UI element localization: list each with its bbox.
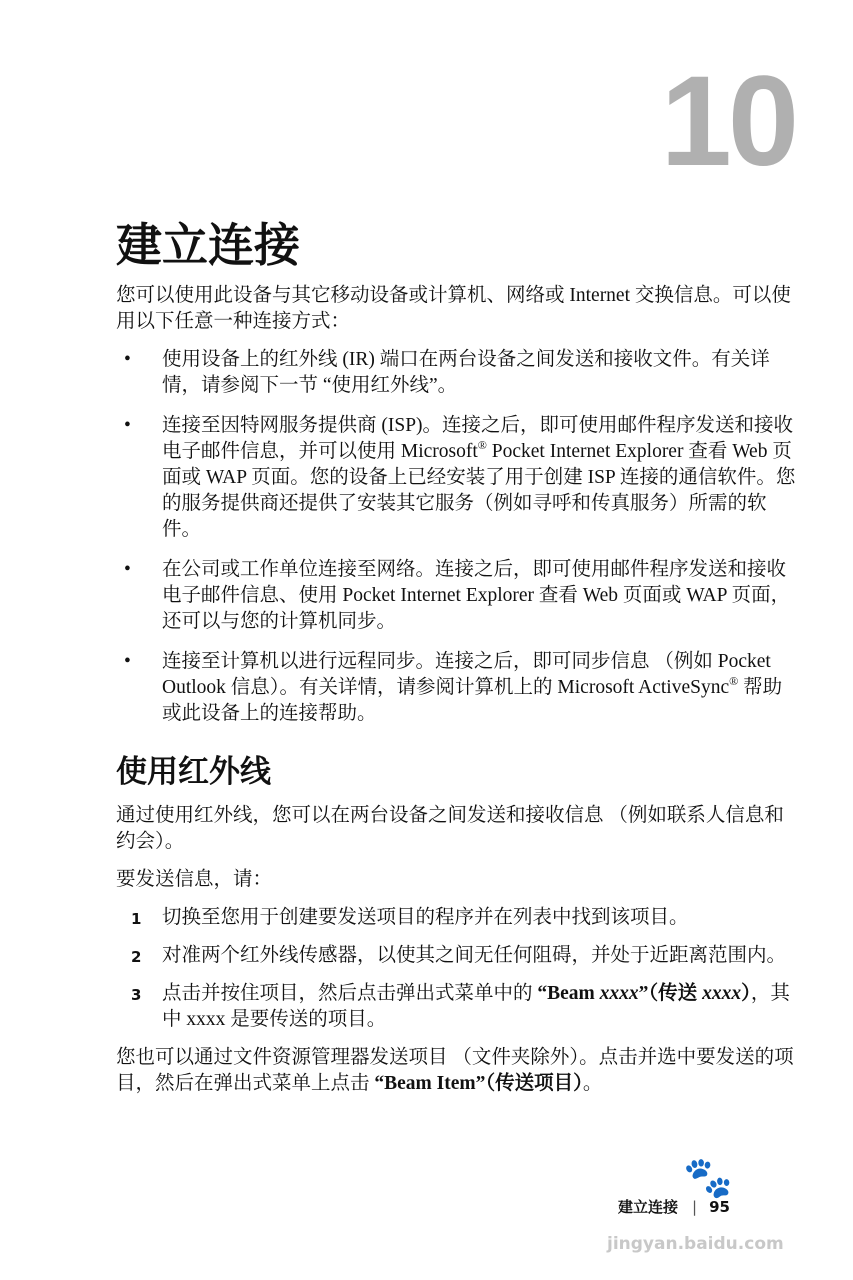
connection-methods-list: [116, 347, 796, 727]
step-text: 点击并按住项目，然后点击弹出式菜单中的: [162, 983, 538, 1004]
registered-mark: ®: [477, 438, 487, 452]
chapter-title: 建立连接: [116, 218, 300, 272]
list-item: [116, 413, 796, 543]
step-item: [116, 905, 796, 931]
paw-icon: 🐾: [683, 1155, 733, 1201]
intro-paragraph: 您可以使用此设备与其它移动设备或计算机、网络或 Internet 交换信息。可以使用以下任意一种连接方式：: [116, 285, 791, 332]
bullet-icon: •: [124, 559, 131, 580]
list-item-text: 使用设备上的红外线 (IR) 端口在两台设备之间发送和接收文件。有关详情，请参阅下一节 “使用红外线”。: [162, 349, 770, 396]
registered-mark: ®: [729, 674, 739, 688]
section-paragraph: [116, 1045, 796, 1097]
menu-command: “Beam: [537, 983, 600, 1004]
menu-command: ）: [741, 983, 751, 1004]
list-item: [116, 347, 796, 399]
section-heading: 使用红外线: [116, 754, 271, 790]
list-item-text-end: Pocket Internet Explorer 查看 Web 页面或 WAP 页面。您的设备上已经安装了用于创建 ISP 连接的通信软件。您的服务提供商还提供了安装其它服务（例如寻呼和传真服务）所需的软件。: [162, 441, 796, 540]
step-item: [116, 981, 796, 1033]
bullet-icon: •: [124, 349, 131, 370]
list-item-text-start: 连接至计算机以进行远程同步。连接之后，即可同步信息 （例如 Pocket Outlook 信息）。有关详情，请参阅计算机上的 Microsoft ActiveSync: [162, 651, 771, 698]
section-paragraph: 要发送信息，请：: [116, 869, 273, 890]
watermark-url: jingyan.baidu.com: [607, 1234, 784, 1254]
step-text: ，其中 xxxx 是要传送的项目。: [162, 983, 790, 1030]
list-item-text: 在公司或工作单位连接至网络。连接之后，即可使用邮件程序发送和接收电子邮件信息、使用 Pocket Internet Explorer 查看 Web 页面或 WAP 页面，还可以与您的计算机同步。: [162, 559, 791, 632]
steps-list: [116, 905, 796, 1033]
menu-command-variable: xxxx: [599, 983, 639, 1004]
section-paragraph: 通过使用红外线，您可以在两台设备之间发送和接收信息 （例如联系人信息和约会）。: [116, 805, 784, 852]
menu-command: ”（传送: [638, 983, 703, 1004]
footer-separator: |: [692, 1198, 698, 1216]
page-number: 95: [709, 1198, 730, 1216]
step-item: [116, 943, 796, 969]
bullet-icon: •: [124, 415, 131, 436]
list-item-text-end: 帮助或此设备上的连接帮助。: [162, 677, 783, 724]
menu-command-variable: xxxx: [702, 983, 742, 1004]
menu-command: “Beam Item”（传送项目）: [374, 1073, 583, 1094]
chapter-number: 10: [660, 50, 795, 193]
list-item-text-start: 连接至因特网服务提供商 (ISP)。连接之后，即可使用邮件程序发送和接收电子邮件信息，并可以使用 Microsoft: [162, 415, 794, 462]
list-item: [116, 557, 796, 635]
step-number: 3: [131, 986, 142, 1004]
paragraph-text: 。: [582, 1073, 603, 1094]
paragraph-text: 您也可以通过文件资源管理器发送项目 （文件夹除外）。点击并选中要发送的项目，然后在弹出式菜单上点击: [116, 1047, 794, 1094]
step-number: 1: [131, 910, 142, 928]
footer-chapter: 建立连接: [618, 1198, 679, 1216]
page-footer: [618, 1196, 730, 1217]
list-item: [116, 649, 796, 727]
step-text: 对准两个红外线传感器，以使其之间无任何阻碍，并处于近距离范围内。: [162, 945, 787, 966]
page-content: [116, 283, 796, 1109]
step-text: 切换至您用于创建要发送项目的程序并在列表中找到该项目。: [162, 907, 689, 928]
bullet-icon: •: [124, 651, 131, 672]
step-number: 2: [131, 948, 142, 966]
